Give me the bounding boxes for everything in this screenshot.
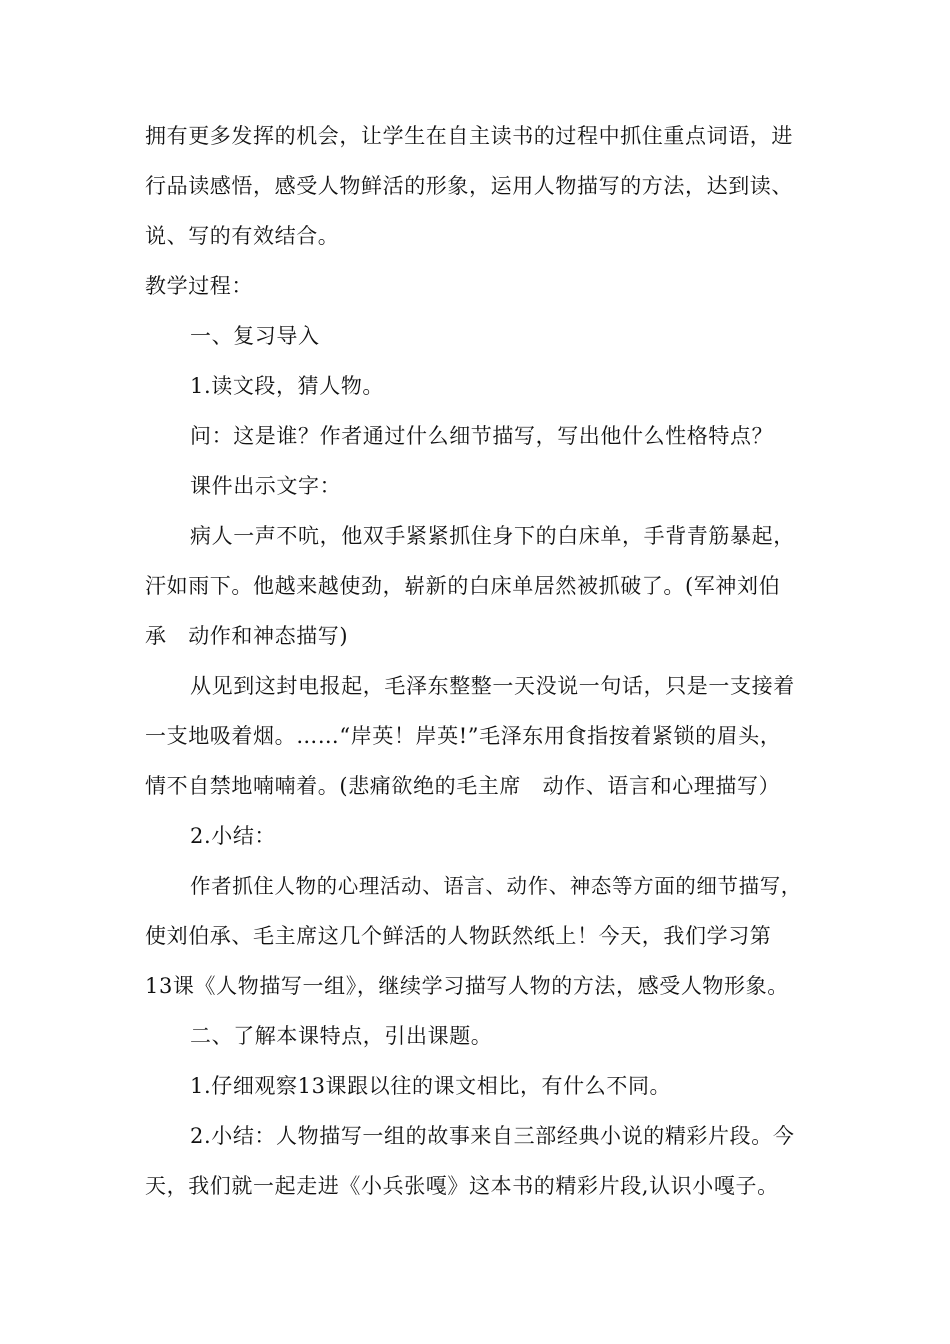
list-item: 2.小结：人物描写一组的故事来自三部经典小说的精彩片段。今 — [190, 1124, 795, 1148]
paragraph-line: 课件出示文字： — [190, 474, 342, 498]
paragraph-line: 行品读感悟，感受人物鲜活的形象，运用人物描写的方法，达到读、 — [145, 174, 793, 198]
paragraph-line: 使刘伯承、毛主席这几个鲜活的人物跃然纸上！今天，我们学习第 — [145, 924, 772, 948]
paragraph-line: 作者抓住人物的心理活动、语言、动作、神态等方面的细节描写， — [190, 874, 802, 898]
list-item: 1.读文段，猜人物。 — [190, 374, 385, 398]
paragraph-line: 承 动作和神态描写) — [145, 624, 349, 648]
section-heading: 一、复习导入 — [190, 324, 320, 348]
paragraph-line: 病人一声不吭，他双手紧紧抓住身下的白床单，手背青筋暴起， — [190, 524, 795, 548]
paragraph-line: 从见到这封电报起，毛泽东整整一天没说一句话，只是一支接着 — [190, 674, 795, 698]
paragraph-line: 拥有更多发挥的机会，让学生在自主读书的过程中抓住重点词语，进 — [145, 124, 793, 148]
paragraph-line: 一支地吸着烟。……“岸英！岸英!”毛泽东用食指按着紧锁的眉头， — [145, 724, 782, 748]
paragraph-line: 13课《人物描写一组》，继续学习描写人物的方法，感受人物形象。 — [145, 974, 789, 998]
list-item: 1.仔细观察13课跟以往的课文相比，有什么不同。 — [190, 1074, 672, 1098]
paragraph-line: 天，我们就一起走进《小兵张嘎》这本书的精彩片段,认识小嘎子。 — [145, 1174, 779, 1198]
paragraph-line: 问：这是谁？作者通过什么细节描写，写出他什么性格特点？ — [190, 424, 774, 448]
paragraph-line: 汗如雨下。他越来越使劲，崭新的白床单居然被抓破了。(军神刘伯 — [145, 574, 781, 598]
list-item: 2.小结： — [190, 824, 277, 848]
section-heading: 二、了解本课特点，引出课题。 — [190, 1024, 493, 1048]
section-label: 教学过程： — [145, 274, 253, 298]
paragraph-line: 说、写的有效结合。 — [145, 224, 340, 248]
paragraph-line: 情不自禁地喃喃着。(悲痛欲绝的毛主席 动作、语言和心理描写） — [145, 774, 781, 798]
